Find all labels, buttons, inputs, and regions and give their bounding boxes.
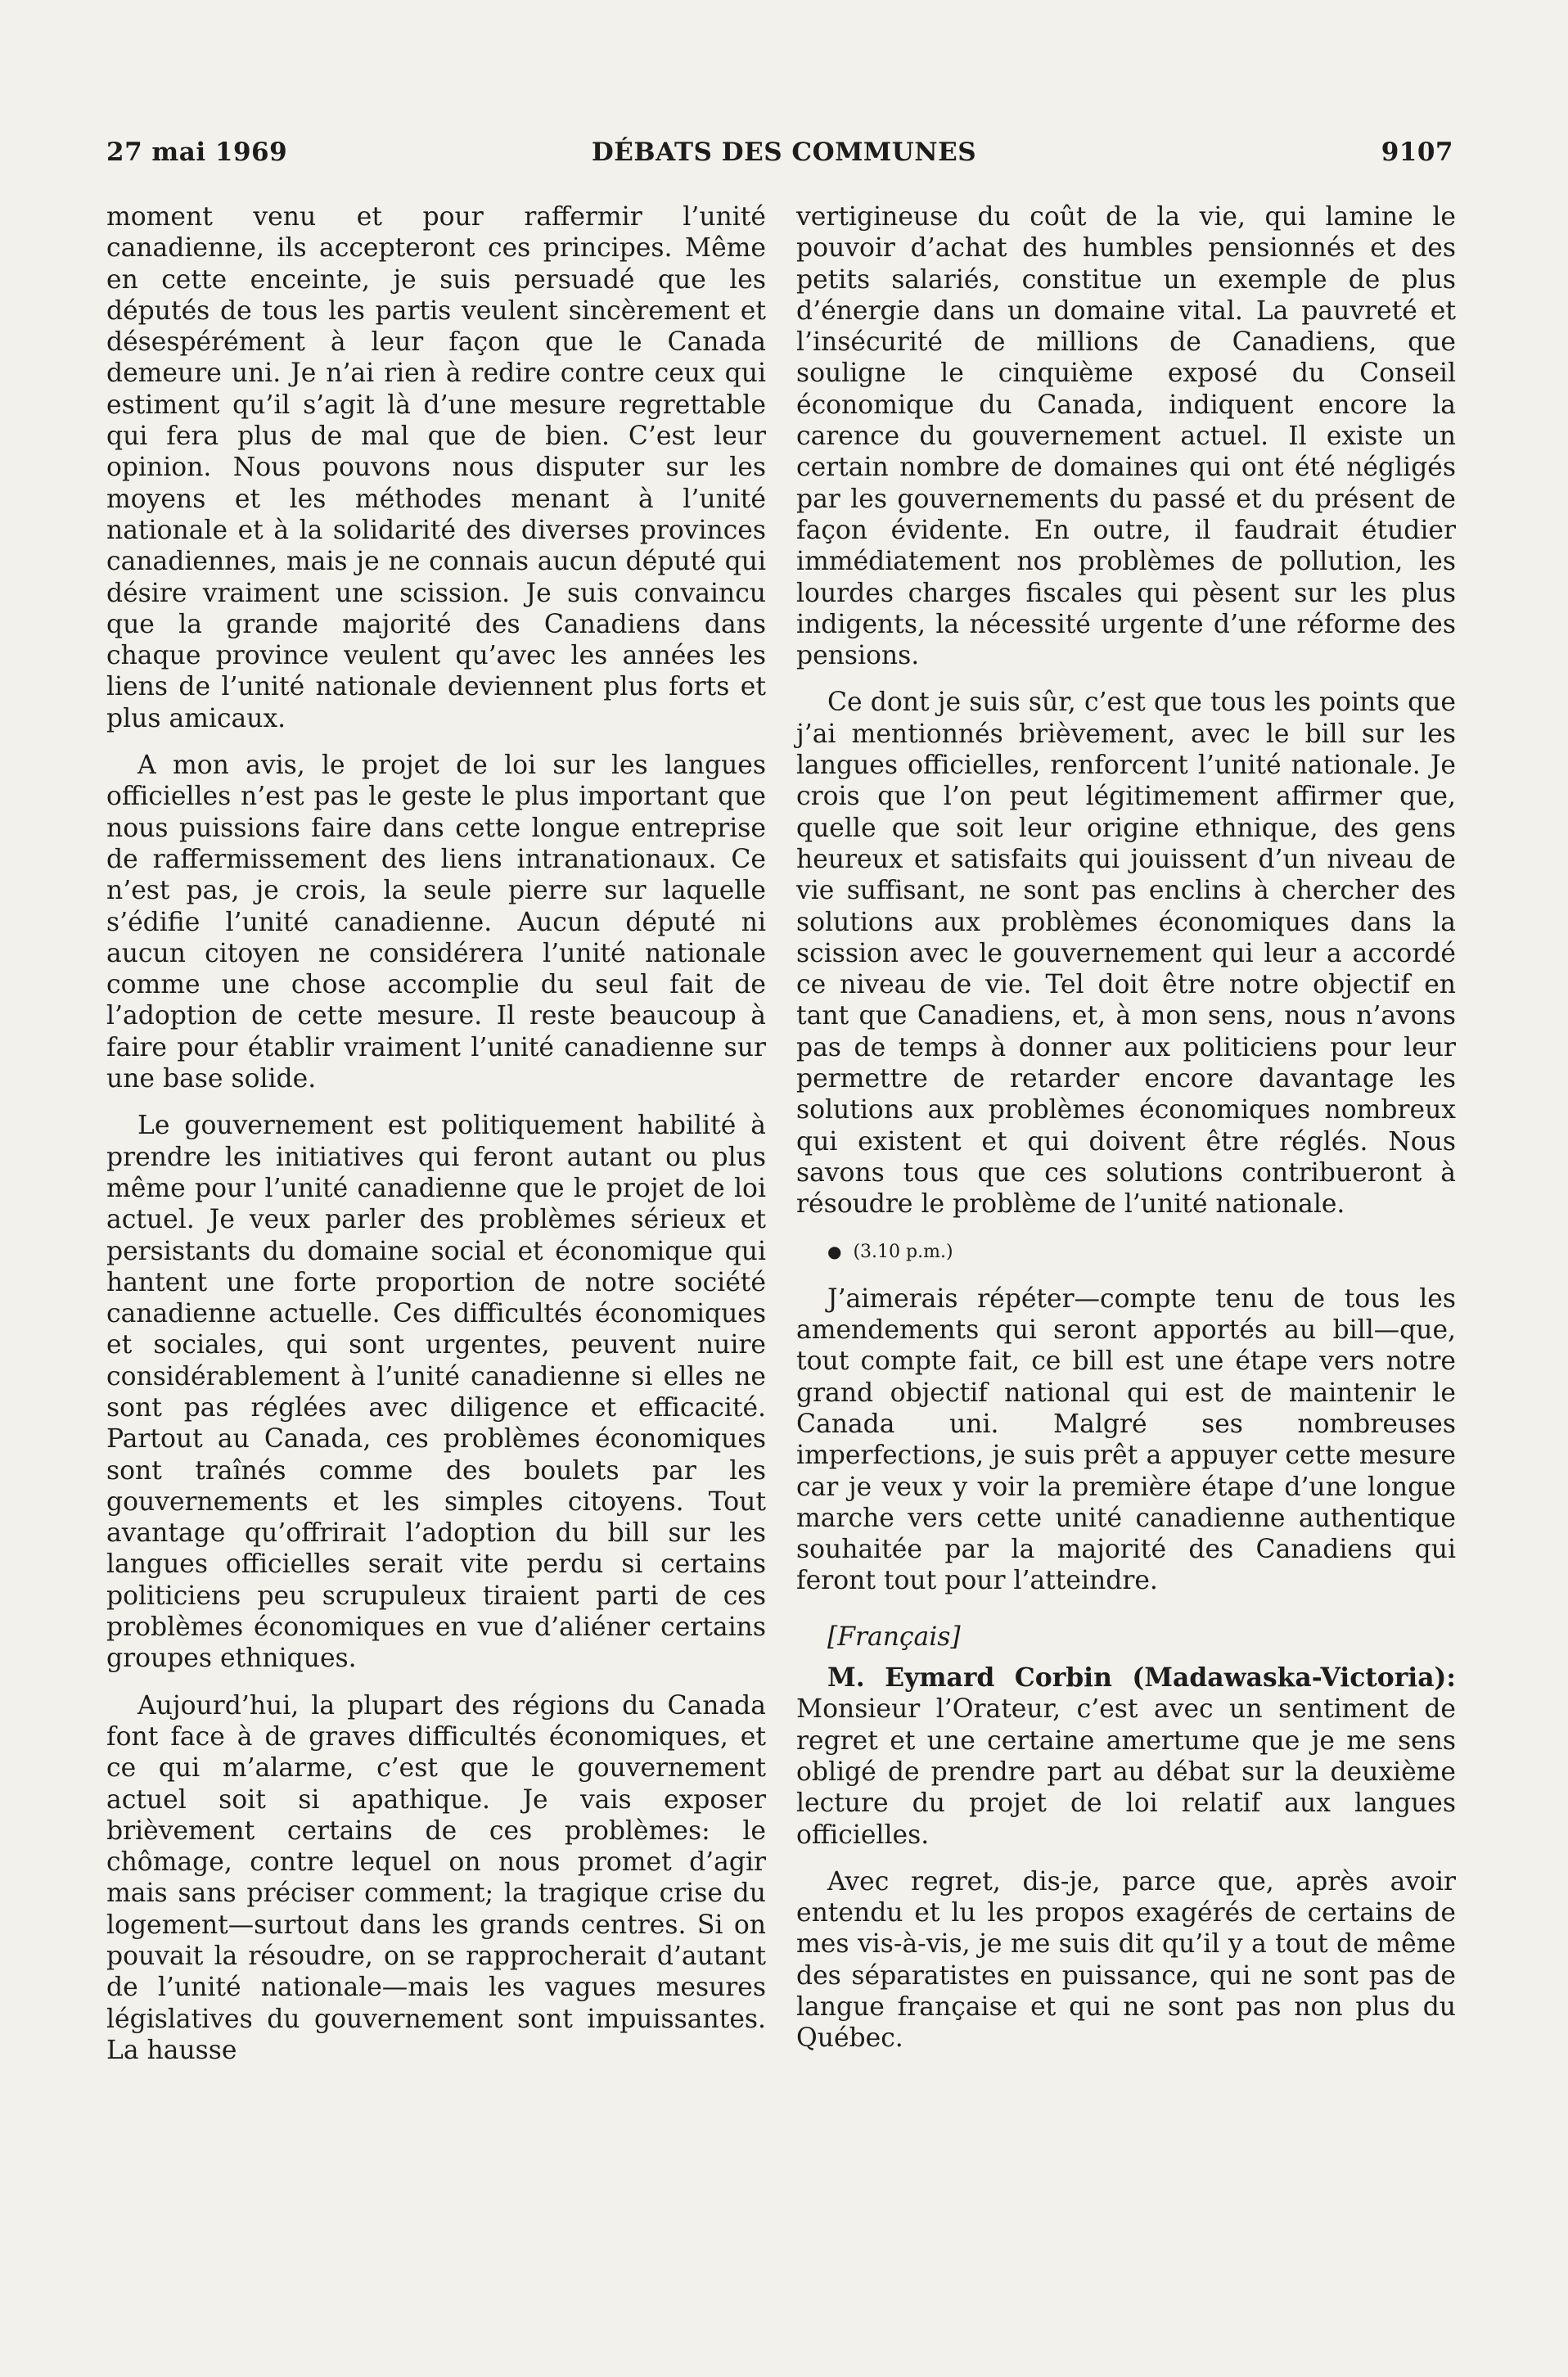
time-stamp: (3.10 p.m.): [853, 1241, 953, 1262]
paragraph: Avec regret, dis-je, parce que, après avoir entendu et lu les propos exagérés de certains de mes vis-à-vis, je me suis dit qu’il y a tout de même des séparatistes en puissance, qui ne sont pas de langue française et qui ne sont pas non plus du Québec.: [796, 1866, 1456, 2054]
language-label: Français: [837, 1622, 951, 1652]
header-date: 27 mai 1969: [106, 138, 288, 167]
paragraph: J’aimerais répéter—compte tenu de tous les amendements qui seront apportés au bill—que, tout compte fait, ce bill est une étape vers notre grand objectif national qui est de maintenir le Canada uni. Malgré ses nombreuses imperfections, je suis prêt a appuyer cette mesure car je veux y voir la première étape d’une longue marche vers cette unité canadienne authentique souhaitée par la majorité des Canadiens qui feront tout pour l’atteindre.: [796, 1283, 1456, 1596]
paragraph: Aujourd’hui, la plupart des régions du Canada font face à de graves difficultés économiques, et ce qui m’alarme, c’est que le gouvernement actuel soit si apathique. Je vais exposer brièvement certains de ces problèmes: le chômage, contre lequel on nous promet d’agir mais sans préciser comment; la tragique crise du logement—surtout dans les grands centres. Si on pouvait la résoudre, on se rapprocherait d’autant de l’unité nationale—mais les vagues mesures législatives du gouvernement sont impuissantes. La hausse: [106, 1690, 766, 2065]
page-number: 9107: [1381, 138, 1453, 167]
paragraph: Ce dont je suis sûr, c’est que tous les points que j’ai mentionnés brièvement, avec le bill sur les langues officielles, renforcent l’unité nationale. Je crois que l’on peut légitimement affirmer que, quelle que soit leur origine ethnique, des gens heureux et satisfaits qui jouissent d’un niveau de vie suffisant, ne sont pas enclins à chercher des solutions aux problèmes économiques dans la scission avec le gouvernement qui leur a accordé ce niveau de vie. Tel doit être notre objectif en tant que Canadiens, et, à mon sens, nous n’avons pas de temps à donner aux politiciens pour leur permettre de retarder encore davantage les solutions aux problèmes économiques nombreux qui existent et qui doivent être réglés. Nous savons tous que ces solutions contribueront à résoudre le problème de l’unité nationale.: [796, 688, 1456, 1220]
language-marker: [Français]: [827, 1622, 961, 1652]
speech-text: Monsieur l’Orateur, c’est avec un sentiment de regret et une certaine amertume que je me sens obligé de prendre part au débat sur la deuxième lecture du projet de loi relatif aux langues officielles.: [796, 1694, 1456, 1850]
paragraph: Le gouvernement est politiquement habilité à prendre les initiatives qui feront autant ou plus même pour l’unité canadienne que le projet de loi actuel. Je veux parler des problèmes sérieux et persistants du domaine social et économique qui hantent une forte proportion de notre société canadienne actuelle. Ces difficultés économiques et sociales, qui sont urgentes, peuvent nuire considérablement à l’unité canadienne si elles ne sont pas réglées avec diligence et efficacité. Partout au Canada, ces problèmes économiques sont traînés comme des boulets par les gouvernements et les simples citoyens. Tout avantage qu’offrirait l’adoption du bill sur les langues officielles serait vite perdu si certains politiciens peu scrupuleux tiraient parti de ces problèmes économiques en vue d’aliéner certains groupes ethniques.: [106, 1111, 766, 1674]
paragraph: A mon avis, le projet de loi sur les langues officielles n’est pas le geste le plus important que nous puissions faire dans cette longue entreprise de raffermissement des liens intranationaux. Ce n’est pas, je crois, la seule pierre sur laquelle s’édifie l’unité canadienne. Aucun député ni aucun citoyen ne considérera l’unité nationale comme une chose accomplie du seul fait de l’adoption de cette mesure. Il reste beaucoup à faire pour établir vraiment l’unité canadienne sur une base solide.: [106, 751, 766, 1094]
speech-paragraph: [796, 1662, 1456, 1851]
time-marker: [796, 1236, 1456, 1268]
speaker-name: M. Eymard Corbin (Madawaska-Victoria):: [827, 1663, 1456, 1694]
paragraph: vertigineuse du coût de la vie, qui lamine le pouvoir d’achat des humbles pensionnés et des petits salariés, constitue un exemple de plus d’énergie dans un domaine vital. La pauvreté et l’insécurité de millions de Canadiens, que souligne le cinquième exposé du Conseil économique du Canada, indiquent encore la carence du gouvernement actuel. Il existe un certain nombre de domaines qui ont été négligés par les gouvernements du passé et du présent de façon évidente. En outre, il faudrait étudier immédiatement nos problèmes de pollution, les lourdes charges fiscales qui pèsent sur les plus indigents, la nécessité urgente d’une réforme des pensions.: [796, 202, 1456, 671]
right-column: [796, 201, 1456, 2070]
header-title: DÉBATS DES COMMUNES: [591, 138, 977, 167]
paragraph: moment venu et pour raffermir l’unité canadienne, ils accepteront ces principes. Même en cette enceinte, je suis persuadé que les députés de tous les partis veulent sincèrement et désespérément à leur façon que le Canada demeure uni. Je n’ai rien à redire contre ceux qui estiment qu’il s’agit là d’une mesure regrettable qui fera plus de mal que de bien. C’est leur opinion. Nous pouvons nous disputer sur les moyens et les méthodes menant à l’unité nationale et à la solidarité des diverses provinces canadiennes, mais je ne connais aucun député qui désire vraiment une scission. Je suis convaincu que la grande majorité des Canadiens dans chaque province veulent qu’avec les années les liens de l’unité nationale deviennent plus forts et plus amicaux.: [106, 202, 766, 733]
left-column: [106, 201, 766, 2082]
bullet-icon: ●: [827, 1241, 842, 1261]
